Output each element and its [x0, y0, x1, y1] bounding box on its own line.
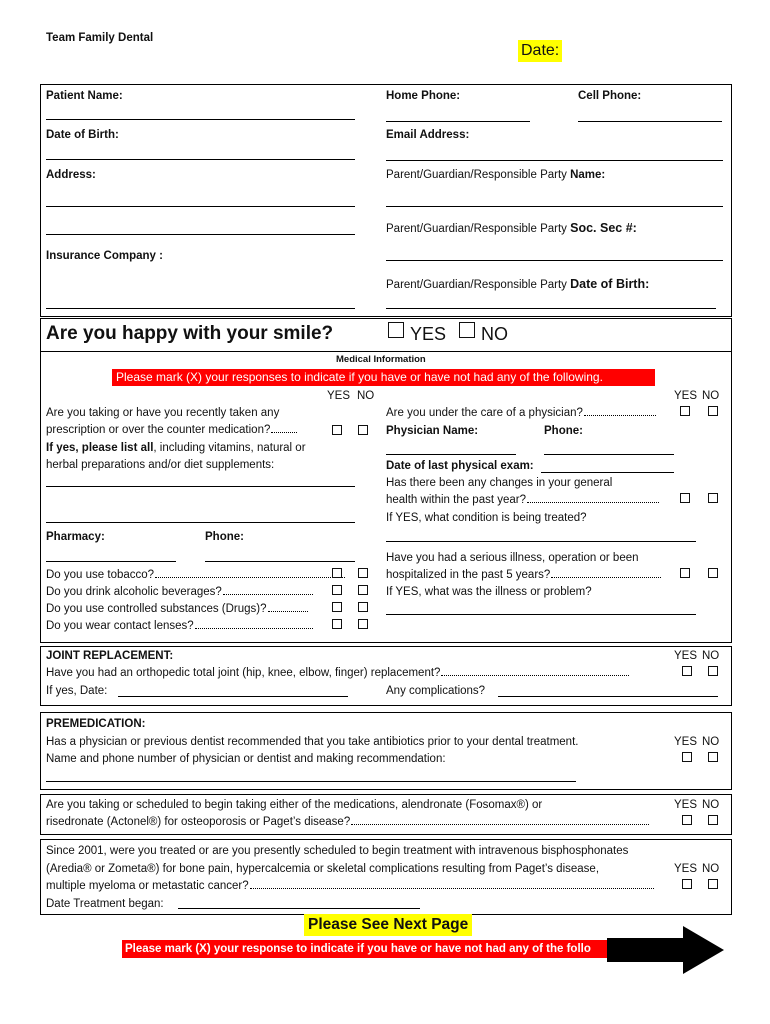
medication-list-field-2[interactable] [46, 522, 355, 523]
treatment-date-label: Date Treatment began: [46, 898, 164, 910]
physician-care-question: Are you under the care of a physician? [386, 406, 656, 420]
joint-heading: JOINT REPLACEMENT: [46, 650, 174, 662]
premed-yes-checkbox[interactable] [682, 752, 692, 762]
next-page-banner: Please See Next Page [304, 914, 472, 936]
guardian-name-field[interactable] [386, 206, 723, 207]
left-yes-header: YES [327, 390, 351, 402]
cell-phone-field[interactable] [578, 121, 722, 122]
treatment-date-field[interactable] [178, 908, 420, 909]
alendronate-line1: Are you taking or scheduled to begin taking either of the medications, alendronate (Fosomax®) or [46, 799, 543, 811]
smile-yes-checkbox[interactable] [388, 322, 404, 338]
premed-line1: Has a physician or previous dentist recommended that you take antibiotics prior to your dental treatment. [46, 736, 579, 748]
alendronate-line2: risedronate (Actonel®) for osteoporosis or Paget’s disease? [46, 815, 649, 829]
medication-yes-checkbox[interactable] [332, 425, 342, 435]
physician-name-field[interactable] [386, 454, 516, 455]
bisphosphonates-no-header: NO [702, 863, 720, 875]
home-phone-label: Home Phone: [386, 90, 461, 102]
alcohol-yes-checkbox[interactable] [332, 585, 342, 595]
joint-complications-label: Any complications? [386, 685, 486, 697]
guardian-dob-field[interactable] [386, 308, 716, 309]
bisphosphonates-line3: multiple myeloma or metastatic cancer? [46, 879, 654, 893]
joint-date-field[interactable] [118, 696, 348, 697]
guardian-ssn-field[interactable] [386, 260, 723, 261]
medication-no-checkbox[interactable] [358, 425, 368, 435]
illness-line2: hospitalized in the past 5 years? [386, 568, 661, 582]
bisphosphonates-no-checkbox[interactable] [708, 879, 718, 889]
insurance-field[interactable] [46, 308, 355, 309]
medication-question-line1: Are you taking or have you recently taken any [46, 407, 280, 419]
home-phone-field[interactable] [386, 121, 530, 122]
smile-no-checkbox[interactable] [459, 322, 475, 338]
illness-no-checkbox[interactable] [708, 568, 718, 578]
joint-yes-header: YES [674, 650, 698, 662]
tobacco-yes-checkbox[interactable] [332, 568, 342, 578]
joint-question: Have you had an orthopedic total joint (hip, knee, elbow, finger) replacement? [46, 666, 629, 680]
alendronate-yes-header: YES [674, 799, 698, 811]
condition-field[interactable] [386, 541, 696, 542]
pharmacy-field[interactable] [46, 561, 176, 562]
alcohol-no-checkbox[interactable] [358, 585, 368, 595]
date-label: Date: [518, 40, 562, 62]
lenses-yes-checkbox[interactable] [332, 619, 342, 629]
arrow-right-icon[interactable] [607, 926, 725, 974]
guardian-ssn-label: Parent/Guardian/Responsible Party Soc. Sec #: [386, 221, 637, 235]
dob-field[interactable] [46, 159, 355, 160]
premed-line2: Name and phone number of physician or dentist and making recommendation: [46, 753, 446, 765]
bisphosphonates-line2: (Aredia® or Zometa®) for bone pain, hypercalcemia or skeletal complications resulting from Paget’s disease, [46, 863, 600, 875]
health-changes-no-checkbox[interactable] [708, 493, 718, 503]
medication-question-line3: If yes, please list all, including vitamins, natural or [46, 442, 306, 454]
health-changes-yes-checkbox[interactable] [680, 493, 690, 503]
premed-heading: PREMEDICATION: [46, 718, 146, 730]
health-changes-line2: health within the past year? [386, 493, 659, 507]
patient-name-field[interactable] [46, 119, 355, 120]
practice-name: Team Family Dental [46, 32, 154, 44]
physician-phone-field[interactable] [544, 454, 674, 455]
email-field[interactable] [386, 160, 723, 161]
last-exam-label: Date of last physical exam: [386, 460, 534, 472]
pharmacy-phone-field[interactable] [205, 561, 355, 562]
footer-instruction: Please mark (X) your response to indicate if you have or have not had any of the follo [122, 940, 612, 958]
medication-question-line2: prescription or over the counter medication? [46, 423, 297, 437]
health-changes-line3: If YES, what condition is being treated? [386, 512, 587, 524]
insurance-label: Insurance Company : [46, 250, 163, 262]
smile-no-label: NO [481, 324, 508, 344]
last-exam-field[interactable] [541, 472, 674, 473]
patient-name-label: Patient Name: [46, 90, 123, 102]
address-field-1[interactable] [46, 206, 355, 207]
joint-yes-checkbox[interactable] [682, 666, 692, 676]
medical-instruction: Please mark (X) your responses to indicate if you have or have not had any of the following. [112, 369, 655, 386]
lenses-question: Do you wear contact lenses? [46, 619, 313, 633]
tobacco-question: Do you use tobacco? [46, 568, 345, 582]
joint-no-checkbox[interactable] [708, 666, 718, 676]
drugs-no-checkbox[interactable] [358, 602, 368, 612]
illness-yes-checkbox[interactable] [680, 568, 690, 578]
joint-no-header: NO [702, 650, 720, 662]
joint-date-label: If yes, Date: [46, 685, 108, 697]
health-changes-line1: Has there been any changes in your general [386, 477, 613, 489]
physician-phone-label: Phone: [544, 425, 583, 437]
lenses-no-checkbox[interactable] [358, 619, 368, 629]
physician-name-label: Physician Name: [386, 425, 479, 437]
dob-label: Date of Birth: [46, 129, 119, 141]
premed-yes-header: YES [674, 736, 698, 748]
right-no-header: NO [702, 390, 720, 402]
address-label: Address: [46, 169, 96, 181]
medication-question-line4: herbal preparations and/or diet supplements: [46, 459, 275, 471]
medication-list-field-1[interactable] [46, 486, 355, 487]
right-yes-header: YES [674, 390, 698, 402]
bisphosphonates-line1: Since 2001, were you treated or are you presently scheduled to begin treatment with intravenous bisphosphonates [46, 845, 629, 857]
drugs-question: Do you use controlled substances (Drugs)? [46, 602, 308, 616]
tobacco-no-checkbox[interactable] [358, 568, 368, 578]
guardian-dob-label: Parent/Guardian/Responsible Party Date of Birth: [386, 277, 650, 291]
physician-care-no-checkbox[interactable] [708, 406, 718, 416]
left-no-header: NO [357, 390, 375, 402]
smile-question: Are you happy with your smile? [46, 323, 334, 344]
premed-no-checkbox[interactable] [708, 752, 718, 762]
address-field-2[interactable] [46, 234, 355, 235]
premed-no-header: NO [702, 736, 720, 748]
drugs-yes-checkbox[interactable] [332, 602, 342, 612]
email-label: Email Address: [386, 129, 470, 141]
smile-yes-label: YES [410, 324, 447, 344]
joint-complications-field[interactable] [498, 696, 718, 697]
guardian-name-label: Parent/Guardian/Responsible Party Name: [386, 169, 606, 181]
bisphosphonates-yes-header: YES [674, 863, 698, 875]
physician-care-yes-checkbox[interactable] [680, 406, 690, 416]
illness-line1: Have you had a serious illness, operation or been [386, 552, 639, 564]
illness-field[interactable] [386, 614, 696, 615]
alendronate-yes-checkbox[interactable] [682, 815, 692, 825]
alcohol-question: Do you drink alcoholic beverages? [46, 585, 313, 599]
cell-phone-label: Cell Phone: [578, 90, 642, 102]
medical-heading: Medical Information [336, 354, 426, 365]
pharmacy-label: Pharmacy: [46, 531, 105, 543]
alendronate-no-header: NO [702, 799, 720, 811]
premed-recommendation-field[interactable] [46, 781, 576, 782]
bisphosphonates-yes-checkbox[interactable] [682, 879, 692, 889]
alendronate-no-checkbox[interactable] [708, 815, 718, 825]
illness-line3: If YES, what was the illness or problem? [386, 586, 592, 598]
pharmacy-phone-label: Phone: [205, 531, 244, 543]
